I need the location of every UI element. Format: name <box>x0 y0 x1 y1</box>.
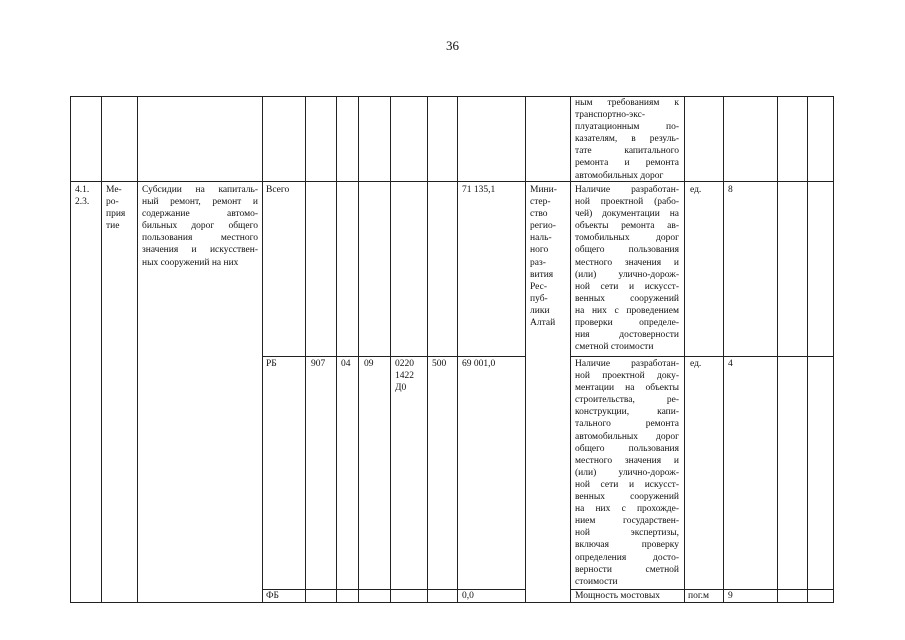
indicator-fb: Мощность мостовых <box>575 591 661 601</box>
item-type: Ме- ро- прия тие <box>106 185 126 232</box>
amount-fb: 0,0 <box>462 591 474 601</box>
indicator-total: Наличие разработан- ной проектной (рабо- чей) документации на объекты ремонта ав- томобильных дорог общего пользования местного значения и (или) улично-дорож- ной сети и искусст- венных сооружений на них с проведением проверки определе- ния достоверности сметной стоимости <box>575 185 679 353</box>
funding-source-rb: РБ <box>266 359 277 369</box>
value-fb: 9 <box>728 591 733 601</box>
target-article-code: 0220 1422 Д0 <box>395 359 414 394</box>
funding-source-total: Всего <box>266 185 290 195</box>
section-code: 04 <box>341 359 351 369</box>
item-number: 4.1. 2.3. <box>75 185 90 208</box>
amount-rb: 69 001,0 <box>462 359 496 369</box>
continuation-indicator-text: ным требованиям к транспортно-экс- плуатационным по- казателям, в резуль- тате капитального ремонта и ремонта автомобильных дорог <box>575 98 679 181</box>
unit-total: ед. <box>690 185 702 195</box>
item-name: Субсидии на капиталь- ный ремонт, ремонт и содержание автомо- бильных дорог общего пользования местного значения и искусствен- ных сооружений на них <box>142 185 258 268</box>
expense-type-code: 500 <box>432 359 447 369</box>
indicator-rb: Наличие разработан- ной проектной доку- ментации на объекты строительства, ре- конструкции, капи- тального ремонта автомобильных дорог общего пользования местного значения и (или) улично-дорож- ной сети и искусст- венных сооружений на них с прохожде- нием государствен- ной экспертизы, включая проверку определения досто- верности сметной стоимости <box>575 359 679 587</box>
grbs-code: 907 <box>311 359 326 369</box>
amount-total: 71 135,1 <box>462 185 496 195</box>
unit-rb: ед. <box>690 359 702 369</box>
value-total: 8 <box>728 185 733 195</box>
page-number: 36 <box>446 38 459 53</box>
executor: Мини- стер- ство регио- наль- ного раз- вития Рес- пуб- лики Алтай <box>530 185 557 329</box>
funding-source-fb: ФБ <box>266 591 279 601</box>
unit-fb: пог.м <box>688 591 710 601</box>
subsection-code: 09 <box>364 359 374 369</box>
value-rb: 4 <box>728 359 733 369</box>
